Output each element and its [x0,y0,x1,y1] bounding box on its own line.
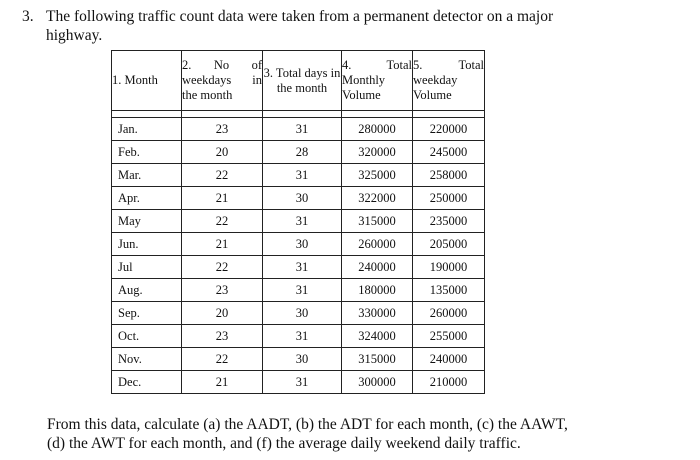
instructions-line-1: From this data, calculate (a) the AADT, (b) the ADT for each month, (c) the AAWT, [47,416,568,433]
cell-weekday-volume: 250000 [413,187,485,210]
header-weekday-volume: 5. Total weekday Volume [413,51,485,111]
cell-total-days: 28 [263,141,342,164]
cell-weekdays: 20 [182,302,263,325]
cell-weekday-volume: 260000 [413,302,485,325]
cell-weekday-volume: 205000 [413,233,485,256]
cell-monthly-volume: 280000 [342,118,413,141]
cell-weekdays: 20 [182,141,263,164]
cell-monthly-volume: 240000 [342,256,413,279]
cell-total-days: 31 [263,256,342,279]
cell-month: Jan. [112,118,182,141]
cell-total-days: 30 [263,233,342,256]
table-body [112,111,485,394]
cell-weekday-volume: 258000 [413,164,485,187]
cell-month: Feb. [112,141,182,164]
cell-month: Oct. [112,325,182,348]
cell-month: Apr. [112,187,182,210]
cell-weekday-volume: 240000 [413,348,485,371]
cell-weekdays: 23 [182,325,263,348]
table-row [112,256,485,279]
cell-month: Sep. [112,302,182,325]
cell-weekdays: 21 [182,187,263,210]
cell-monthly-volume: 315000 [342,348,413,371]
cell-weekdays: 22 [182,348,263,371]
cell-month: Jul [112,256,182,279]
cell-monthly-volume: 180000 [342,279,413,302]
cell-monthly-volume: 300000 [342,371,413,394]
cell-weekdays: 22 [182,256,263,279]
cell-month: Jun. [112,233,182,256]
cell-weekday-volume: 190000 [413,256,485,279]
cell-monthly-volume: 315000 [342,210,413,233]
question-line-2: highway. [46,27,103,44]
question-text [22,7,662,45]
cell-total-days: 30 [263,348,342,371]
instructions-line-2: (d) the AWT for each month, and (f) the average daily weekend daily traffic. [47,435,521,452]
cell-weekday-volume: 255000 [413,325,485,348]
cell-total-days: 30 [263,187,342,210]
cell-weekday-volume: 245000 [413,141,485,164]
table-row [112,371,485,394]
table-row [112,302,485,325]
cell-total-days: 31 [263,118,342,141]
table-header-row [112,51,485,111]
cell-month: Dec. [112,371,182,394]
cell-monthly-volume: 322000 [342,187,413,210]
cell-weekdays: 23 [182,118,263,141]
header-monthly-volume: 4. Total Monthly Volume [342,51,413,111]
cell-weekday-volume: 135000 [413,279,485,302]
table-row [112,279,485,302]
table-spacer [112,111,485,118]
table-row [112,210,485,233]
table-row [112,118,485,141]
cell-total-days: 30 [263,302,342,325]
cell-weekdays: 23 [182,279,263,302]
header-weekdays: 2. No of weekdays in the month [182,51,263,111]
table-row [112,141,485,164]
question-intro: The following traffic count data were taken from a permanent detector on a major [46,8,554,25]
cell-weekdays: 21 [182,371,263,394]
cell-weekdays: 22 [182,210,263,233]
table-row [112,233,485,256]
cell-monthly-volume: 330000 [342,302,413,325]
table-row [112,187,485,210]
table-row [112,348,485,371]
header-month: 1. Month [112,51,182,111]
cell-month: Aug. [112,279,182,302]
table-row [112,164,485,187]
cell-weekday-volume: 220000 [413,118,485,141]
table-row [112,325,485,348]
instructions-text [47,415,667,453]
cell-total-days: 31 [263,279,342,302]
header-total-days: 3. Total days in the month [263,51,342,111]
question-number: 3. [22,8,34,25]
cell-monthly-volume: 260000 [342,233,413,256]
cell-monthly-volume: 325000 [342,164,413,187]
question-line-1 [22,7,662,26]
cell-weekday-volume: 235000 [413,210,485,233]
cell-month: Nov. [112,348,182,371]
cell-monthly-volume: 324000 [342,325,413,348]
cell-total-days: 31 [263,325,342,348]
cell-total-days: 31 [263,164,342,187]
cell-total-days: 31 [263,371,342,394]
cell-weekdays: 21 [182,233,263,256]
cell-weekdays: 22 [182,164,263,187]
traffic-count-table [111,50,485,394]
cell-month: May [112,210,182,233]
cell-month: Mar. [112,164,182,187]
cell-monthly-volume: 320000 [342,141,413,164]
cell-weekday-volume: 210000 [413,371,485,394]
cell-total-days: 31 [263,210,342,233]
